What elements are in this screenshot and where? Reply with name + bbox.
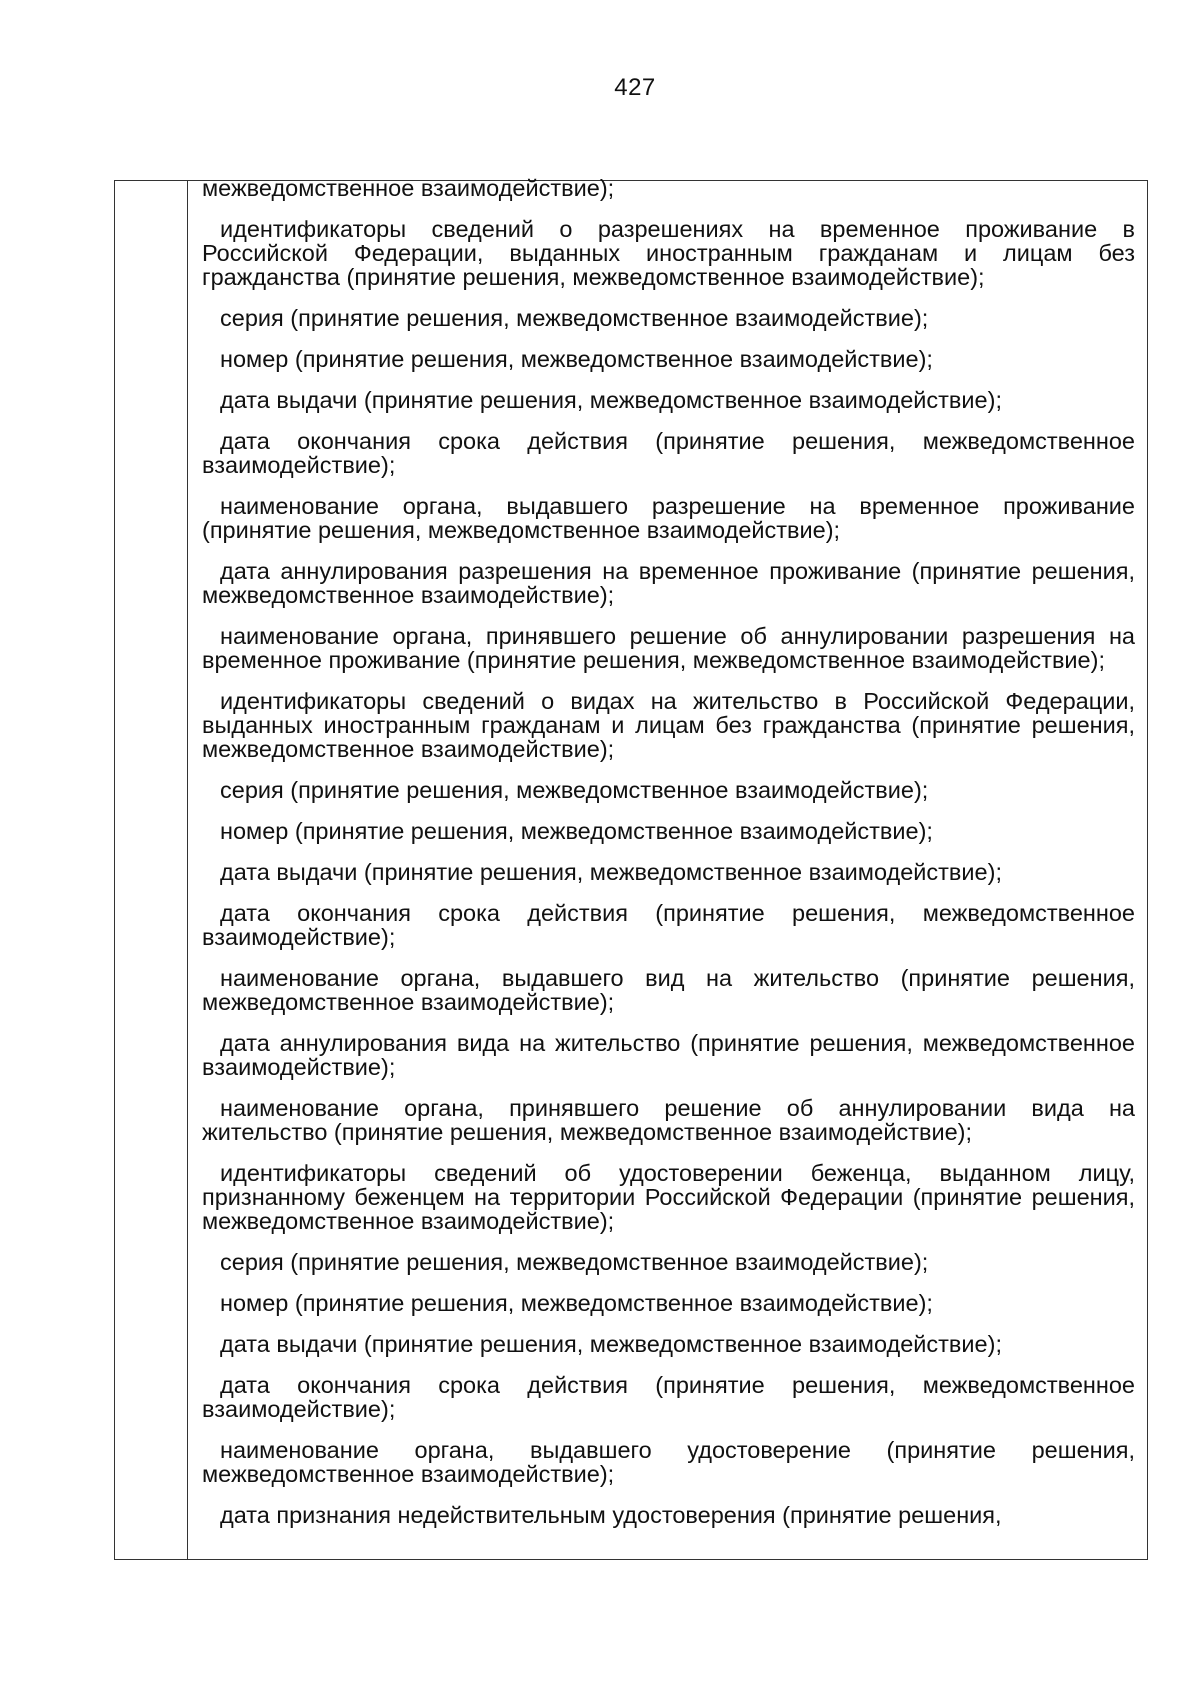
list-item: дата окончания срока действия (принятие решения, межведомственное взаимодействие);: [202, 428, 1135, 478]
table-content-cell: [202, 176, 1135, 1544]
list-item: серия (принятие решения, межведомственное взаимодействие);: [220, 1249, 929, 1275]
list-item: номер (принятие решения, межведомственное взаимодействие);: [220, 346, 933, 372]
list-item: дата окончания срока действия (принятие решения, межведомственное взаимодействие);: [202, 1372, 1135, 1422]
column-divider: [187, 181, 188, 1559]
list-item: наименование органа, выдавшего разрешение на временное проживание (принятие решения, межведомственное взаимодействие);: [202, 493, 1135, 543]
list-item: дата выдачи (принятие решения, межведомственное взаимодействие);: [220, 387, 1002, 413]
list-item: серия (принятие решения, межведомственное взаимодействие);: [220, 305, 929, 331]
list-item: наименование органа, принявшего решение об аннулировании разрешения на временное проживание (принятие решения, межведомственное взаимодействие);: [202, 623, 1135, 673]
list-item: дата признания недействительным удостоверения (принятие решения,: [220, 1502, 1002, 1528]
list-item: идентификаторы сведений о видах на жительство в Российской Федерации, выданных иностранным гражданам и лицам без гражданства (принятие решения, межведомственное взаимодействие);: [202, 688, 1135, 762]
document-table: [114, 175, 1148, 1560]
list-item: номер (принятие решения, межведомственное взаимодействие);: [220, 1290, 933, 1316]
list-item: дата выдачи (принятие решения, межведомственное взаимодействие);: [220, 1331, 1002, 1357]
list-item: межведомственное взаимодействие);: [202, 175, 615, 201]
list-item: серия (принятие решения, межведомственное взаимодействие);: [220, 777, 929, 803]
list-item: наименование органа, принявшего решение об аннулировании вида на жительство (принятие решения, межведомственное взаимодействие);: [202, 1095, 1135, 1145]
list-item: наименование органа, выдавшего вид на жительство (принятие решения, межведомственное взаимодействие);: [202, 965, 1135, 1015]
list-item: дата аннулирования вида на жительство (принятие решения, межведомственное взаимодействие);: [202, 1030, 1135, 1080]
list-item: номер (принятие решения, межведомственное взаимодействие);: [220, 818, 933, 844]
list-item: дата окончания срока действия (принятие решения, межведомственное взаимодействие);: [202, 900, 1135, 950]
list-item: наименование органа, выдавшего удостоверение (принятие решения, межведомственное взаимодействие);: [202, 1437, 1135, 1487]
list-item: идентификаторы сведений об удостоверении беженца, выданном лицу, признанному беженцем на территории Российской Федерации (принятие решения, межведомственное взаимодействие);: [202, 1160, 1135, 1234]
list-item: идентификаторы сведений о разрешениях на временное проживание в Российской Федерации, выданных иностранным гражданам и лицам без гражданства (принятие решения, межведомственное взаимодействие);: [202, 216, 1135, 290]
page-number: 427: [614, 74, 656, 101]
list-item: дата выдачи (принятие решения, межведомственное взаимодействие);: [220, 859, 1002, 885]
list-item: дата аннулирования разрешения на временное проживание (принятие решения, межведомственное взаимодействие);: [202, 558, 1135, 608]
